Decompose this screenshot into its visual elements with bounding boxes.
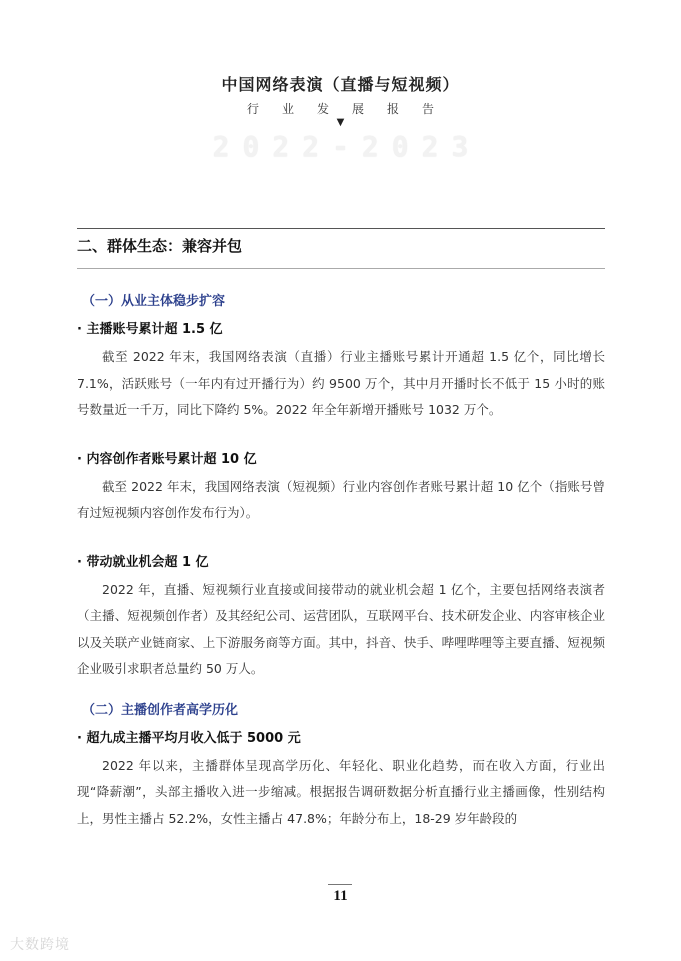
paragraph: 截至 2022 年末，我国网络表演（短视频）行业内容创作者账号累计超 10 亿个（指账号曾有过短视频内容创作发布行为）。 — [77, 478, 605, 520]
triangle-down-icon: ▼ — [336, 117, 345, 128]
page-number: 11 — [333, 888, 348, 904]
report-years: 2022-2023 — [212, 130, 482, 163]
report-subtitle: 行业发展报告 — [246, 102, 457, 116]
page-number-rule — [328, 884, 352, 885]
bullet-heading: · 主播账号累计超 1.5 亿 — [77, 322, 223, 337]
paragraph: 2022 年以来，主播群体呈现高学历化、年轻化、职业化趋势，而在收入方面，行业出现“降薪潮”，头部主播收入进一步缩减。根据报告调研数据分析直播行业主播画像，性别结构上，男性主播占 52.2%，女性主播占 47.8%；年龄分布上，18-29 岁年龄段的 — [77, 757, 605, 826]
subsection-heading-1: （一）从业主体稳步扩容 — [82, 294, 226, 309]
section-bottom-rule — [77, 268, 605, 269]
watermark: 大数跨境 — [10, 937, 70, 953]
section-top-rule — [77, 228, 605, 229]
bullet-heading: · 超九成主播平均月收入低于 5000 元 — [77, 730, 301, 746]
paragraph: 2022 年，直播、短视频行业直接或间接带动的就业机会超 1 亿个，主要包括网络表演者（主播、短视频创作者）及其经纪公司、运营团队，互联网平台、技术研发企业、内容审核企业以及关联产业链商家、上下游服务商等方面。其中，抖音、快手、哔哩哔哩等主要直播、短视频企业吸引求职者总量约 50 万人。 — [77, 581, 605, 676]
report-header — [0, 72, 681, 163]
section-title: 二、群体生态：兼容并包 — [77, 237, 243, 255]
report-title: 中国网络表演（直播与短视频） — [221, 75, 460, 94]
paragraph: 截至 2022 年末，我国网络表演（直播）行业主播账号累计开通超 1.5 亿个，同比增长 7.1%，活跃账号（一年内有过开播行为）约 9500 万个，其中月开播时长不低于 15 小时的账号数量近一千万，同比下降约 5%。2022 年全年新增开播账号 1032 万个。 — [77, 349, 605, 417]
bullet-heading: · 内容创作者账号累计超 10 亿 — [77, 451, 257, 467]
bullet-heading: · 带动就业机会超 1 亿 — [77, 554, 209, 570]
main-content — [77, 288, 605, 832]
subsection-heading-2: （二）主播创作者高学历化 — [82, 702, 239, 718]
